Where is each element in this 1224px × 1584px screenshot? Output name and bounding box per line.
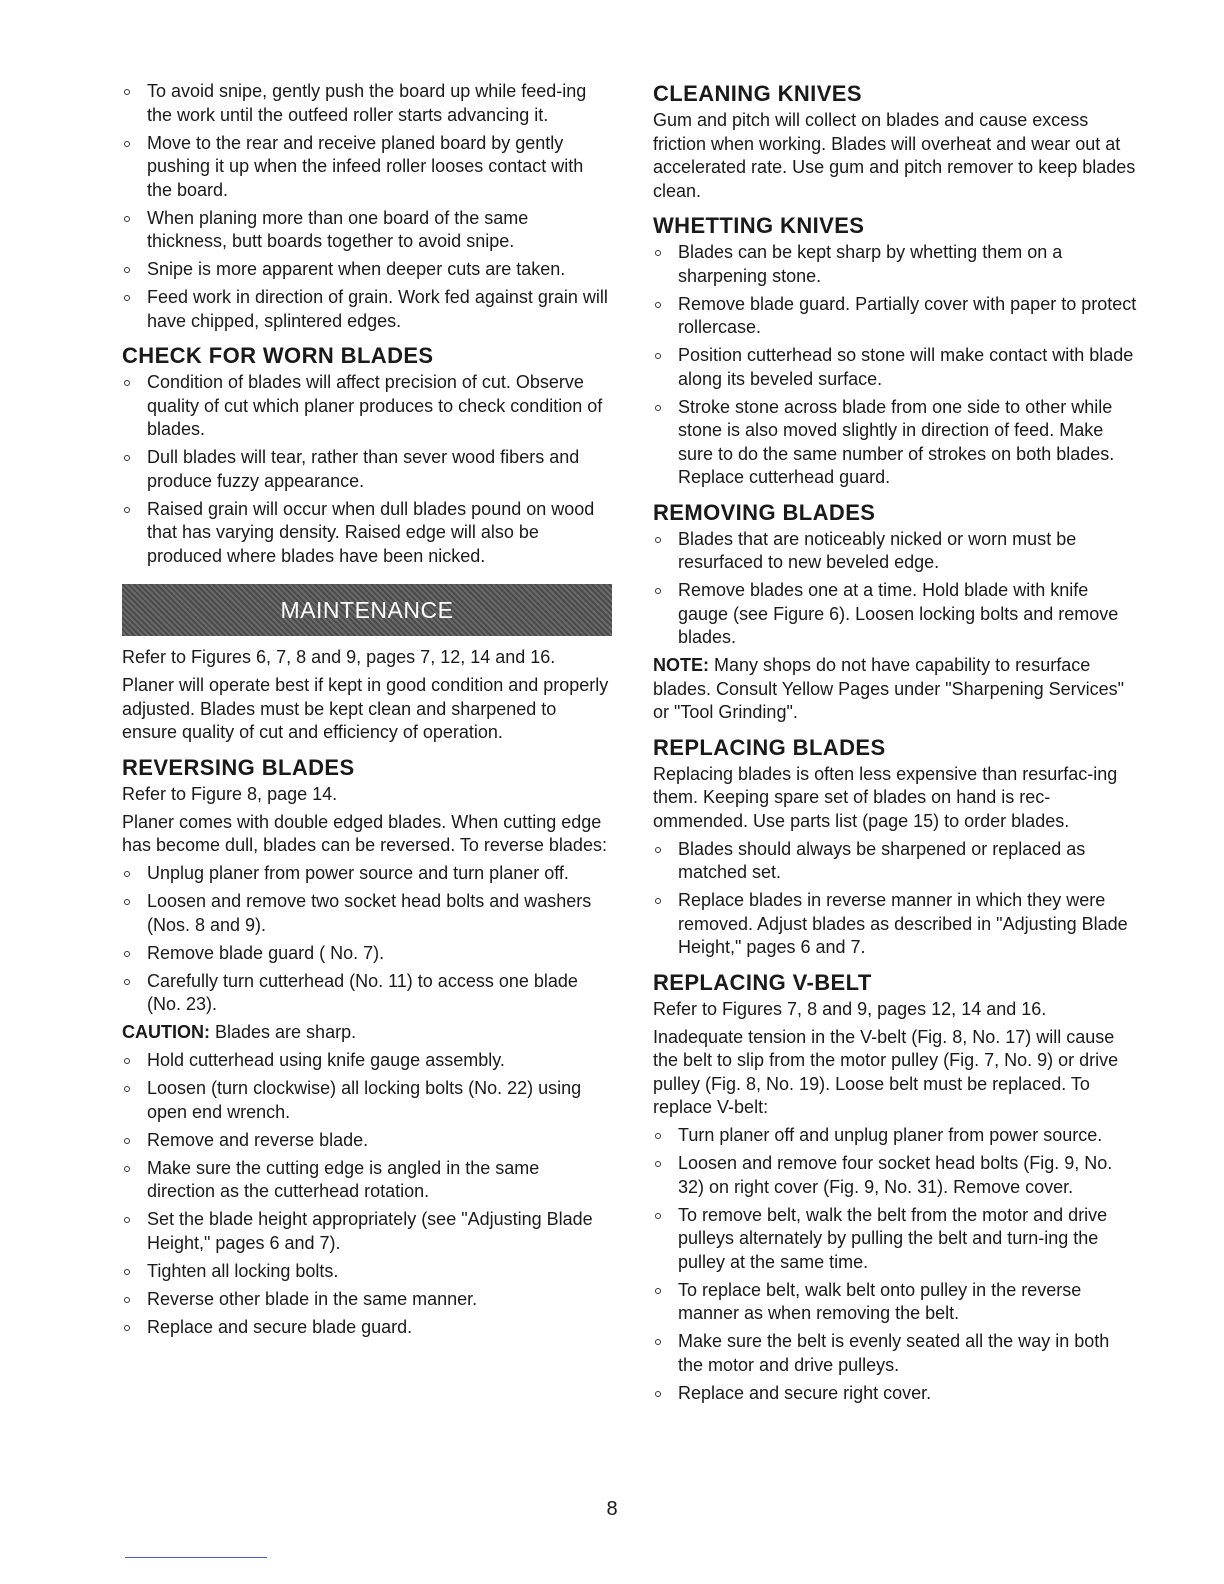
caution-label: CAUTION: [122,1022,210,1042]
bullet-icon [124,1058,130,1064]
list-item-text: Condition of blades will affect precision of cut. Observe quality of cut which planer produces to check condition of blades. [147,372,603,439]
removing-bullets [653,528,1138,650]
list-item-text: Carefully turn cutterhead (No. 11) to access one blade (No. 23). [147,970,578,1014]
list-item-text: Replace and secure right cover. [678,1382,932,1403]
check-worn-bullets [122,371,612,568]
list-item-text: To replace belt, walk belt onto pulley in the reverse manner as when removing the belt. [678,1279,1082,1323]
list-item [653,241,1138,288]
maintenance-refer: Refer to Figures 6, 7, 8 and 9, pages 7, 12, 14 and 16. [122,647,556,667]
list-item [122,1157,612,1204]
footer-rule [125,1557,267,1558]
bullet-icon [655,1391,661,1397]
list-item [122,446,612,493]
list-item [122,1208,612,1255]
bullet-icon [124,1325,130,1331]
list-item-text: When planing more than one board of the same thickness, butt boards together to avoid snipe. [147,207,529,251]
cleaning-body: Gum and pitch will collect on blades and cause excess friction when working. Blades will overheat and wear out at accelerated rate. Use gum and pitch remover to keep blades clean. [653,110,1136,201]
caution-note [122,1021,612,1045]
list-item-text: Blades that are noticeably nicked or worn must be resurfaced to new beveled edge. [678,528,1077,572]
list-item-text: To remove belt, walk the belt from the motor and drive pulleys alternately by pulling the belt and turn-ing the pulley at the same time. [678,1204,1108,1272]
list-item [122,207,612,254]
list-item-text: Snipe is more apparent when deeper cuts are taken. [147,259,566,279]
list-item [653,396,1138,490]
bullet-icon [124,951,130,957]
check-worn-blades-heading: CHECK FOR WORN BLADES [122,343,434,368]
replacing-blades-body: Replacing blades is often less expensive than resurfac-ing them. Keeping spare set of blades on hand is rec-ommended. Use parts list (page 15) to order blades. [653,763,1118,831]
list-item [653,1279,1138,1326]
bullet-icon [655,1213,661,1219]
list-item [653,1204,1138,1275]
bullet-icon [124,1138,130,1144]
bullet-icon [124,1297,130,1303]
list-item-text: Stroke stone across blade from one side to other while stone is also moved slightly in direction of feed. Make sure to do the same number of strokes on both blades. Replace cutterhead guard. [678,396,1115,487]
whetting-bullets [653,241,1138,490]
replacing-blades-bullets [653,838,1138,960]
list-item [653,889,1138,960]
list-item-text: Remove blade guard. Partially cover with paper to protect rollercase. [678,293,1137,337]
bullet-icon [655,1288,661,1294]
list-item [122,1288,612,1312]
list-item [122,1129,612,1153]
maintenance-banner [122,584,612,636]
whetting-knives-heading: WHETTING KNIVES [653,213,865,238]
list-item-text: Loosen and remove four socket head bolts (Fig. 9, No. 32) on right cover (Fig. 9, No. 31). Remove cover. [678,1153,1113,1197]
list-item [122,862,612,886]
list-item [122,970,612,1017]
note-label: NOTE: [653,655,709,675]
note-text: Many shops do not have capability to resurface blades. Consult Yellow Pages under "Sharpening Services" or "Tool Grinding". [653,655,1125,722]
list-item [653,579,1138,650]
reversing-body: Planer comes with double edged blades. When cutting edge has become dull, blades can be reversed. To reverse blades: [122,811,607,855]
bullet-icon [124,871,130,877]
bullet-icon [655,898,661,904]
bullet-icon [124,979,130,985]
cleaning-knives-heading: CLEANING KNIVES [653,81,862,106]
bullet-icon [124,216,130,222]
list-item-text: Set the blade height appropriately (see "Adjusting Blade Height," pages 6 and 7). [147,1209,593,1253]
list-item [653,344,1138,391]
list-item-text: Remove blades one at a time. Hold blade with knife gauge (see Figure 6). Loosen locking bolts and remove blades. [678,580,1119,647]
list-item-text: Feed work in direction of grain. Work fed against grain will have chipped, splintered edges. [147,287,608,331]
removing-blades-heading: REMOVING BLADES [653,499,876,525]
list-item [122,132,612,203]
list-item [122,80,612,127]
list-item [122,1260,612,1284]
intro-bullets [122,80,612,333]
bullet-icon [124,1269,130,1275]
bullet-icon [655,405,661,411]
list-item [653,293,1138,340]
list-item [653,1330,1138,1377]
list-item-text: Loosen (turn clockwise) all locking bolts (No. 22) using open end wrench. [147,1078,582,1122]
list-item-text: Dull blades will tear, rather than sever wood fibers and produce fuzzy appearance. [147,447,580,491]
list-item-text: Replace and secure blade guard. [147,1316,413,1337]
list-item-text: Make sure the belt is evenly seated all the way in both the motor and drive pulleys. [678,1331,1110,1375]
list-item-text: Position cutterhead so stone will make contact with blade along its beveled surface. [678,345,1134,389]
list-item [122,942,612,966]
list-item-text: Move to the rear and receive planed board by gently pushing it up when the infeed roller looses contact with the board. [147,132,584,200]
list-item [122,258,612,282]
list-item-text: Make sure the cutting edge is angled in the same direction as the cutterhead rotation. [147,1157,540,1201]
list-item [122,1316,612,1340]
list-item-text: Raised grain will occur when dull blades pound on wood that has varying density. Raised edge will also be produced where blades have been nicked. [147,498,595,566]
bullet-icon [655,847,661,853]
list-item [122,498,612,569]
replacing-vbelt-heading: REPLACING V-BELT [653,969,872,995]
bullet-icon [655,1133,661,1139]
caution-text: Blades are sharp. [210,1022,357,1042]
list-item-text: Loosen and remove two socket head bolts and washers (Nos. 8 and 9). [147,891,592,935]
replacing-vbelt-bullets [653,1124,1138,1405]
maintenance-body: Planer will operate best if kept in good condition and properly adjusted. Blades must be kept clean and sharpened to ensure quality of cut and efficiency of operation. [122,675,609,742]
bullet-icon [124,1166,130,1172]
right-column [653,80,1138,1410]
list-item [122,1049,612,1073]
list-item-text: Remove blade guard ( No. 7). [147,942,385,963]
bullet-icon [124,380,130,386]
removing-note [653,654,1138,725]
bullet-icon [124,89,130,95]
replacing-vbelt-refer: Refer to Figures 7, 8 and 9, pages 12, 14 and 16. [653,998,1047,1019]
bullet-icon [655,588,661,594]
list-item-text: Hold cutterhead using knife gauge assembly. [147,1050,505,1070]
list-item [653,528,1138,575]
list-item-text: Blades can be kept sharp by whetting them on a sharpening stone. [678,242,1063,286]
reversing-bullets [122,862,612,1017]
replacing-vbelt-body: Inadequate tension in the V-belt (Fig. 8, No. 17) will cause the belt to slip from the motor pulley (Fig. 7, No. 9) or drive pulley (Fig. 8, No. 19). Loose belt must be replaced. To replace V-belt: [653,1026,1119,1117]
bullet-icon [655,353,661,359]
bullet-icon [124,899,130,905]
maintenance-banner-title: MAINTENANCE [280,596,454,623]
list-item-text: Reverse other blade in the same manner. [147,1288,478,1309]
page-number: 8 [606,1498,618,1520]
bullet-icon [124,1217,130,1223]
reversing-blades-heading: REVERSING BLADES [122,754,355,780]
bullet-icon [655,537,661,543]
reversing-refer: Refer to Figure 8, page 14. [122,783,338,804]
list-item [122,286,612,333]
reversing-bullets-2 [122,1049,612,1339]
bullet-icon [655,1161,661,1167]
replacing-blades-heading: REPLACING BLADES [653,734,886,760]
bullet-icon [655,1339,661,1345]
left-column [122,80,612,1344]
bullet-icon [124,455,130,461]
bullet-icon [655,250,661,256]
bullet-icon [124,295,130,301]
list-item-text: Remove and reverse blade. [147,1129,369,1150]
bullet-icon [124,1086,130,1092]
list-item-text: Turn planer off and unplug planer from power source. [678,1125,1103,1145]
list-item [653,1382,1138,1406]
bullet-icon [124,267,130,273]
bullet-icon [124,141,130,147]
bullet-icon [124,507,130,513]
list-item-text: Tighten all locking bolts. [147,1260,339,1281]
list-item [122,371,612,442]
list-item-text: To avoid snipe, gently push the board up while feed-ing the work until the outfeed roller starts advancing it. [147,81,587,125]
list-item [122,1077,612,1124]
list-item-text: Blades should always be sharpened or replaced as matched set. [678,838,1086,882]
bullet-icon [655,302,661,308]
list-item-text: Replace blades in reverse manner in which they were removed. Adjust blades as described in "Adjusting Blade Height," pages 6 and 7. [678,890,1128,957]
list-item [653,1124,1138,1148]
list-item [122,890,612,937]
list-item-text: Unplug planer from power source and turn planer off. [147,863,569,883]
list-item [653,1152,1138,1199]
list-item [653,838,1138,885]
